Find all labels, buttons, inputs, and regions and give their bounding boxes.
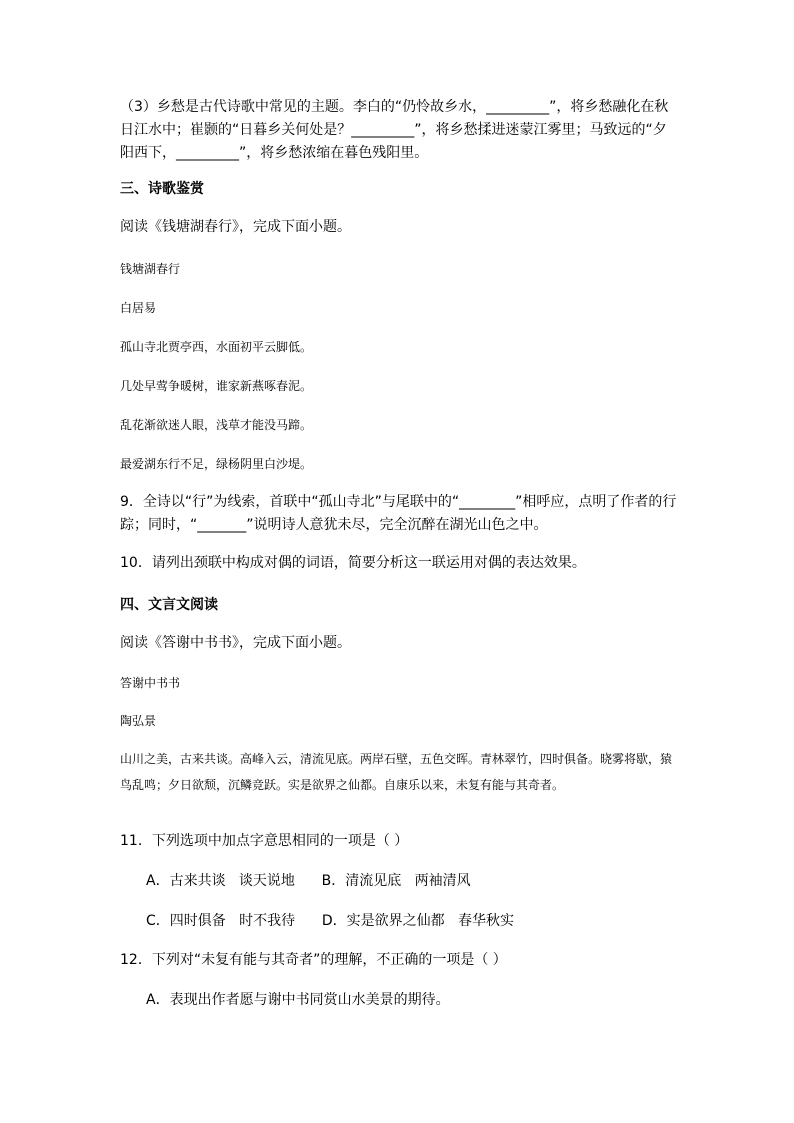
poem-line-4: 最爱湖东行不足，绿杨阴里白沙堤。: [120, 457, 313, 471]
question-8-3: （3）乡愁是古代诗歌中常见的主题。李白的“仍怜故乡水，_________”，将乡愁融化在秋日江水中；崔颢的“日暮乡关何处是？_________”，将乡愁揉进迷蒙江雾里；马致远的“夕阳西下，_________”，将乡愁浓缩在暮色残阳里。: [120, 99, 669, 161]
section-3-intro: 阅读《钱塘湖春行》，完成下面小题。: [120, 219, 351, 235]
classical-passage: 山川之美，古来共谈。高峰入云，清流见底。两岸石壁，五色交晖。青林翠竹，四时俱备。晓雾将歇，猿鸟乱鸣；夕日欲颓，沉鳞竞跃。实是欲界之仙都。自康乐以来，未复有能与其奇者。: [120, 752, 673, 792]
classical-text-author: 陶弘景: [120, 714, 157, 728]
question-9: 9．全诗以“行”为线索，首联中“孤山寺北”与尾联中的“________”相呼应，点明了作者的行踪；同时，“_______”说明诗人意犹未尽，完全沉醉在湖光山色之中。: [120, 494, 677, 533]
classical-text-title: 答谢中书书: [120, 676, 181, 690]
question-10: 10．请列出颈联中构成对偶的词语，简要分析这一联运用对偶的表达效果。: [120, 555, 586, 571]
poem-line-3: 乱花渐欲迷人眼，浅草才能没马蹄。: [120, 418, 313, 432]
poem-line-2: 几处早莺争暖树，谁家新燕啄春泥。: [120, 379, 313, 393]
question-12-option-a: A．表现出作者愿与谢中书同赏山水美景的期待。: [146, 992, 450, 1008]
section-3-title: 三、诗歌鉴赏: [120, 181, 204, 197]
poem-title: 钱塘湖春行: [120, 262, 181, 276]
question-11-options-cd: C．四时俱备 时不我待 D．实是欲界之仙都 春华秋实: [146, 913, 514, 929]
section-4-intro: 阅读《答谢中书书》，完成下面小题。: [120, 635, 351, 651]
poem-line-1: 孤山寺北贾亭西，水面初平云脚低。: [120, 340, 313, 354]
question-11: 11．下列选项中加点字意思相同的一项是（ ）: [120, 833, 409, 849]
poem-author: 白居易: [120, 301, 157, 315]
question-11-options-ab: A．古来共谈 谈天说地 B．清流见底 两袖清风: [146, 873, 471, 889]
section-4-title: 四、文言文阅读: [120, 597, 218, 613]
question-12: 12．下列对“未复有能与其奇者”的理解，不正确的一项是（ ）: [120, 952, 507, 968]
